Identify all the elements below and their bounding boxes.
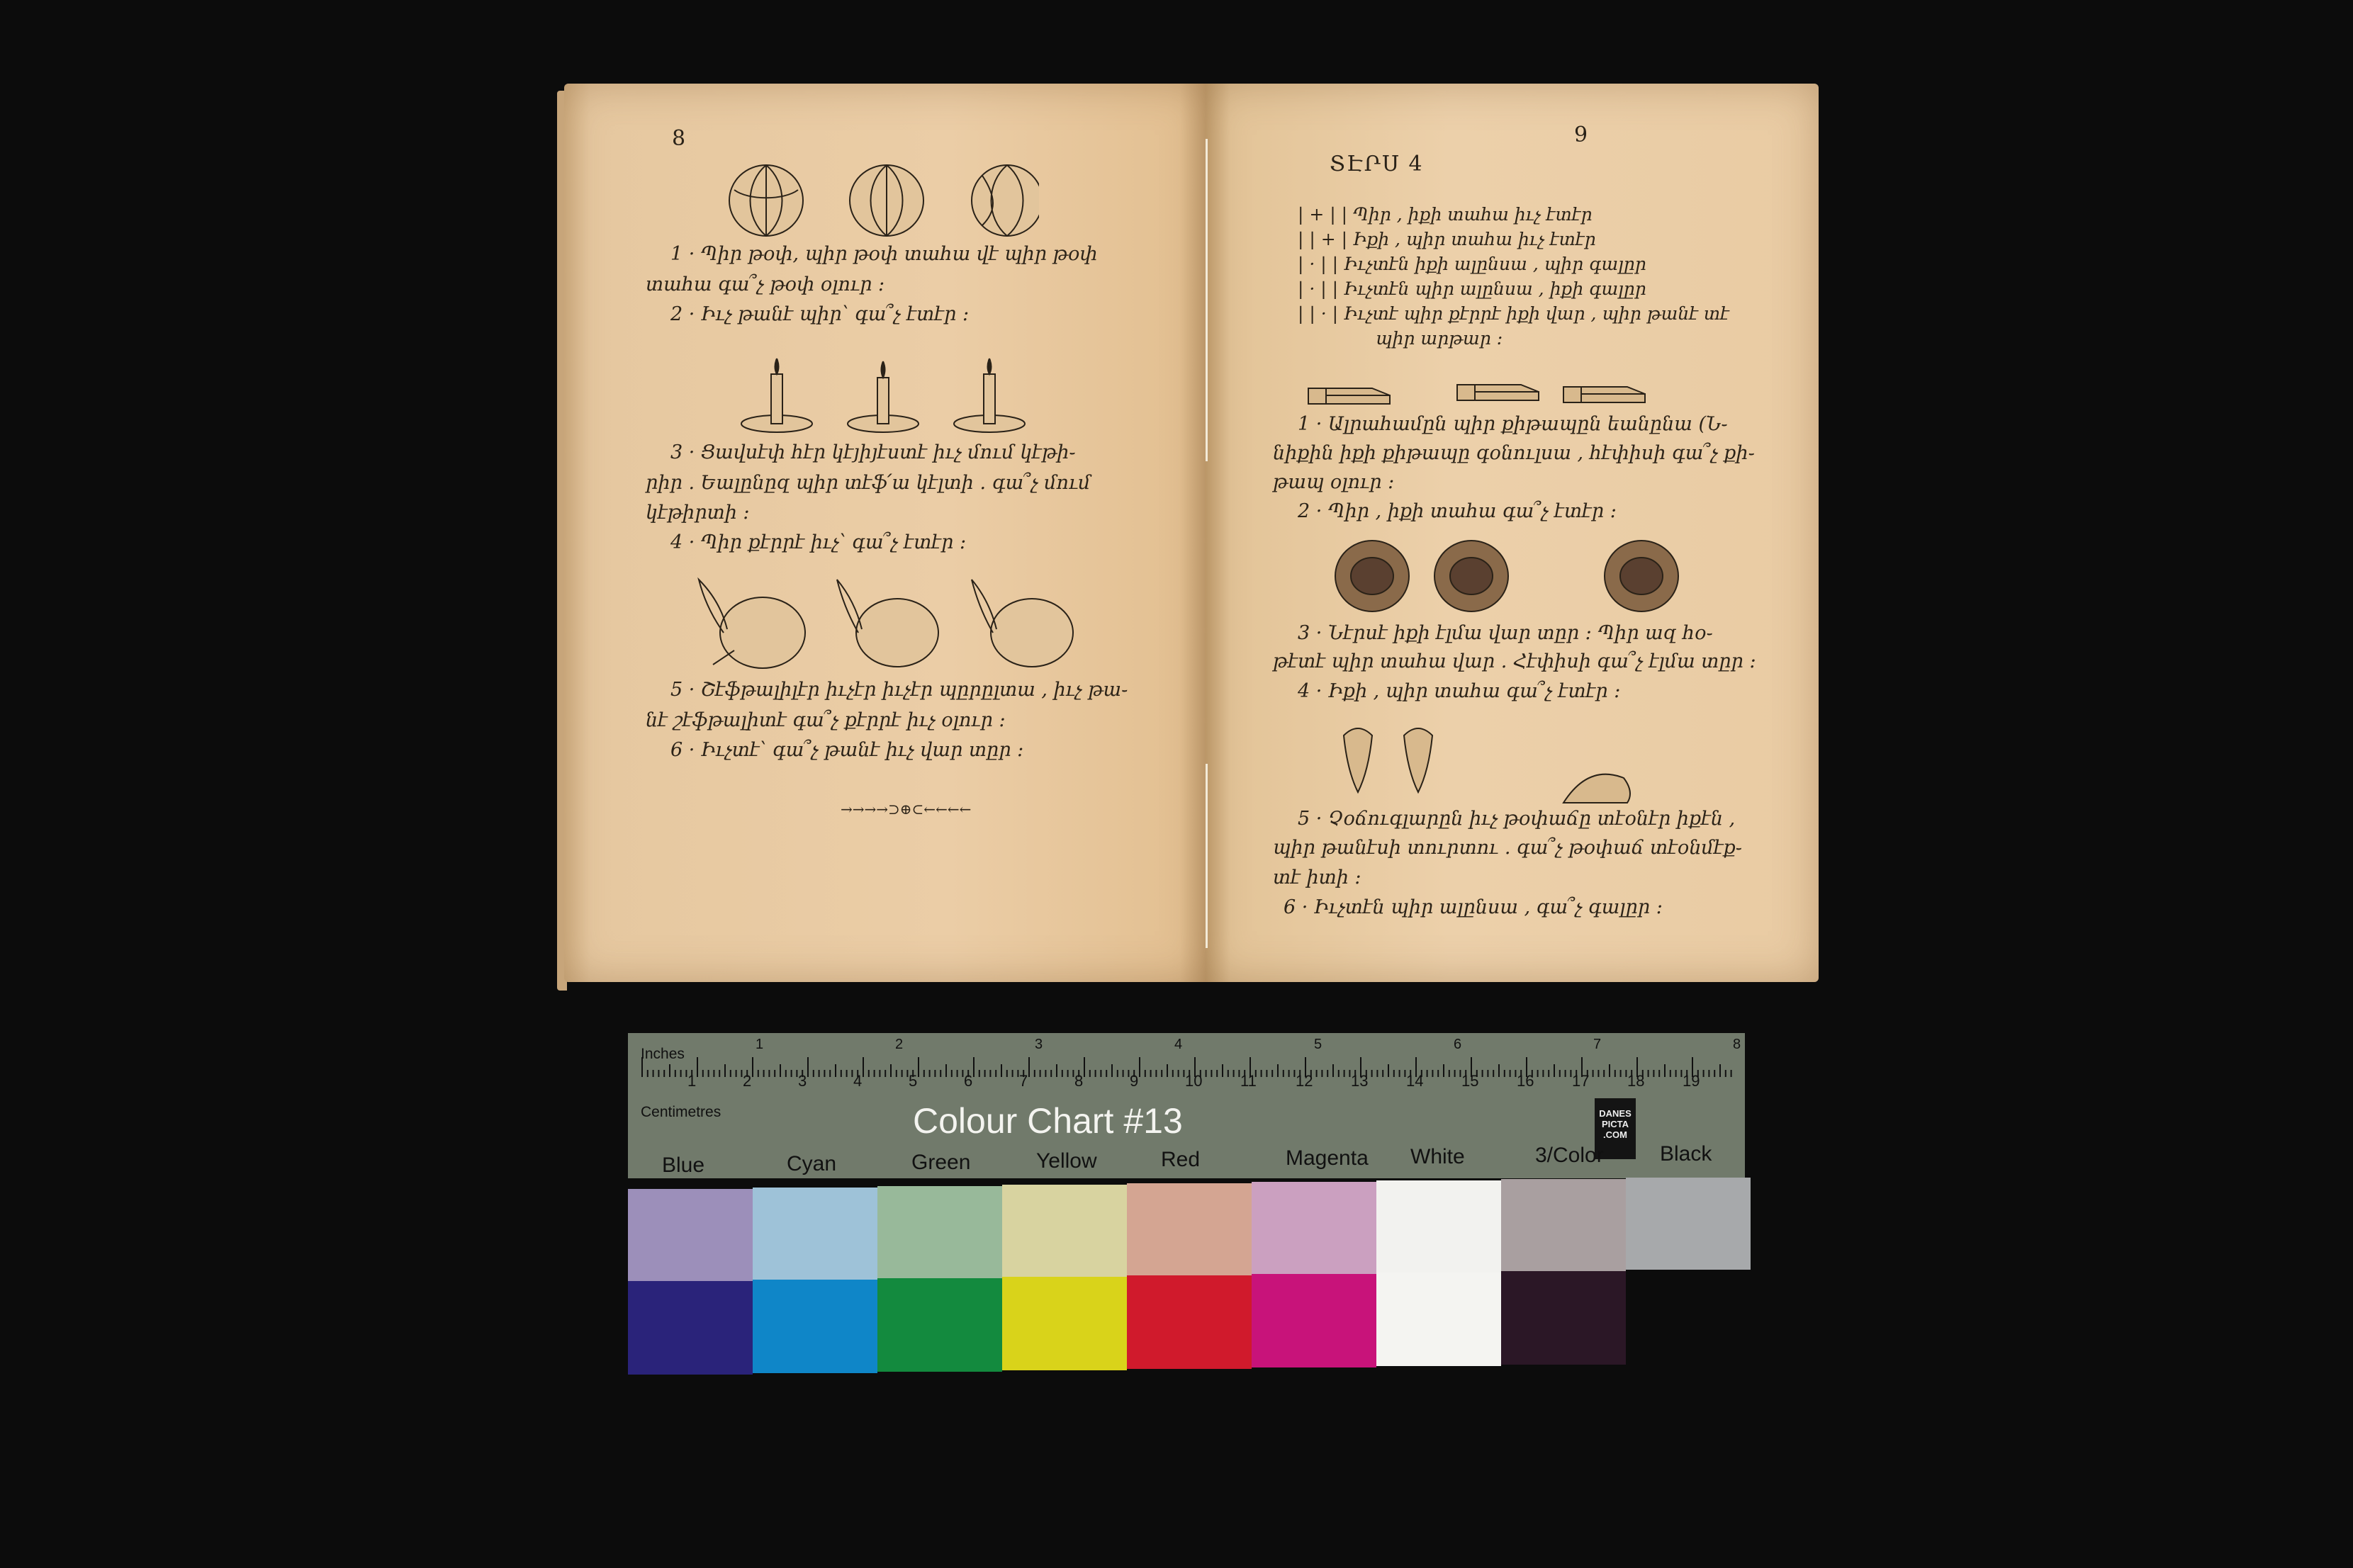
- binding-thread: [1206, 139, 1208, 461]
- inches-label: Inches: [641, 1046, 685, 1062]
- spinning-top-icon: [1404, 728, 1432, 792]
- swatch-label: Red: [1161, 1148, 1201, 1171]
- swatch-dark: [1376, 1273, 1501, 1366]
- cm-number: 11: [1240, 1072, 1257, 1090]
- candle-icon: [848, 361, 919, 432]
- text-line: 5 · Չօճուգլարըն իւչ թօփաճը տէօնէր իքէն ,: [1298, 808, 1736, 830]
- text-line: թապ օլուր ։: [1273, 471, 1395, 493]
- text-line: 1 · Պիր թօփ, պիր թօփ տահա վէ պիր թօփ: [670, 243, 1098, 265]
- text-line: 4 · Պիր քէրրէ իւչ՝ գա՞չ էտէր ։: [670, 531, 967, 553]
- candle-icon: [954, 359, 1025, 432]
- swatch-dark: [1252, 1274, 1376, 1367]
- swatch-label: Magenta: [1286, 1146, 1369, 1170]
- cm-number: 7: [1019, 1072, 1028, 1090]
- text-line: տէ իտի ։: [1273, 867, 1361, 889]
- table-line: պիր արթար ։: [1376, 328, 1503, 349]
- swatch-light: [1376, 1180, 1501, 1273]
- ball-icon: [972, 165, 1039, 236]
- table-line: | | · | Իւչտէ պիր քէրրէ իքի վար , պիր թանէ տէ: [1298, 303, 1729, 324]
- open-book: [564, 84, 1819, 992]
- text-line: 6 · Իւչտէ՝ գա՞չ թանէ իւչ վար տըր ։: [670, 739, 1024, 761]
- text-line: կէթիրտի ։: [646, 502, 750, 524]
- text-line: րիր . Եալընըզ պիր տէֆ՛ա կէլտի ․ գա՞չ մում: [646, 472, 1091, 494]
- text-line: 5 · Շէֆթալիլէր իւչէր իւչէր պըրըլտա , իւչ թա֊: [670, 679, 1128, 701]
- text-line: թէտէ պիր տահա վար . Հէփիսի գա՞չ էլմա տըր ։: [1273, 650, 1756, 672]
- cm-number: 6: [964, 1072, 973, 1090]
- colour-chart-title: Colour Chart #13: [913, 1101, 1183, 1141]
- apple-icon: [1605, 541, 1678, 611]
- ball-icon: [729, 165, 803, 236]
- cm-number: 18: [1627, 1072, 1645, 1090]
- cm-number: 16: [1517, 1072, 1534, 1090]
- ball-icon: [850, 165, 923, 236]
- apple-icon: [1335, 541, 1409, 611]
- candles-illustration: [734, 353, 1046, 438]
- left-page: [564, 84, 1206, 982]
- danes-picta-logo: DANES PICTA .COM: [1595, 1098, 1636, 1159]
- swatch-light: [628, 1189, 753, 1281]
- swatch-light: [1501, 1179, 1626, 1271]
- centimetres-label: Centimetres: [641, 1104, 721, 1120]
- inch-number: 1: [756, 1037, 764, 1052]
- text-line: 2 · Իւչ թանէ պիր՝ գա՞չ էտէր ։: [670, 303, 970, 325]
- text-line: պիր թանէսի տուրտու . գա՞չ թօփաճ տէօնմէք֊: [1273, 837, 1742, 859]
- colour-chart: [628, 1033, 1745, 1375]
- table-line: | | + | Իքի , պիր տահա իւչ էտէր: [1298, 229, 1596, 249]
- swatch-dark: [753, 1280, 877, 1373]
- spinning-top-icon: [1344, 728, 1372, 792]
- balls-illustration: [727, 162, 1039, 247]
- candle-icon: [741, 359, 812, 432]
- lesson-heading: ՏԷՐՍ 4: [1330, 152, 1424, 176]
- swatch-light: [753, 1188, 877, 1280]
- binding-thread: [1206, 764, 1208, 948]
- inch-number: 5: [1314, 1037, 1322, 1052]
- swatch-dark: [1626, 1270, 1751, 1363]
- cm-number: 14: [1406, 1072, 1424, 1090]
- peaches-illustration: [685, 565, 1110, 679]
- ornament-divider: →→→→⊃⊕⊂←←←←: [841, 801, 972, 818]
- inch-number: 7: [1593, 1037, 1602, 1052]
- cm-number: 13: [1351, 1072, 1369, 1090]
- text-line: նիքին իքի քիթապը գօնուլսա , հէփիսի գա՞չ քի֊: [1273, 442, 1755, 464]
- text-line: 1 · Ալրահամըն պիր քիթապըն եանընա (Ն֊: [1298, 413, 1728, 435]
- swatch-dark: [1002, 1277, 1127, 1370]
- peach-icon: [699, 580, 805, 668]
- swatch-dark: [1127, 1275, 1252, 1369]
- cm-number: 4: [853, 1072, 863, 1090]
- swatch-light: [1252, 1182, 1376, 1274]
- book-icon: [1308, 388, 1390, 404]
- apple-icon: [1434, 541, 1508, 611]
- swatch-label: Green: [911, 1151, 971, 1174]
- swatch-light: [1626, 1178, 1751, 1270]
- text-line: նէ շէֆթալիտէ գա՞չ քէրրէ իւչ օլուր ։: [646, 709, 1006, 731]
- text-line: 3 · Նէրսէ իքի էլմա վար տըր ։ Պիր ազ հօ֊: [1298, 622, 1713, 644]
- cm-number: 2: [743, 1072, 752, 1090]
- table-line: | + | | Պիր , իքի տահա իւչ էտէր: [1298, 204, 1593, 225]
- cm-number: 15: [1461, 1072, 1479, 1090]
- text-line: 2 · Պիր , իքի տահա գա՞չ էտէր ։: [1298, 500, 1617, 522]
- spinning-top-icon: [1563, 774, 1630, 803]
- book-icon: [1563, 387, 1645, 402]
- left-page-number: 8: [672, 126, 686, 151]
- swatch-dark: [1501, 1271, 1626, 1365]
- inch-number: 2: [895, 1037, 904, 1052]
- swatch-label: Blue: [662, 1154, 705, 1177]
- spinning-tops-illustration: [1333, 721, 1702, 820]
- table-line: | · | | Իւչտէն իքի ալընսա , պիր գալըր: [1298, 254, 1646, 274]
- inch-number: 8: [1733, 1037, 1741, 1052]
- cm-number: 19: [1683, 1072, 1700, 1090]
- books-illustration: [1305, 374, 1673, 410]
- swatch-label: Yellow: [1036, 1149, 1097, 1173]
- swatch-label: White: [1410, 1145, 1465, 1168]
- text-line: 6 · Իւչտէն պիր ալընսա , գա՞չ գալըր ։: [1284, 896, 1663, 918]
- table-line: | · | | Իւչտէն պիր ալընսա , իքի գալըր: [1298, 278, 1646, 299]
- swatch-label: Black: [1660, 1142, 1712, 1166]
- swatch-label: Cyan: [787, 1152, 837, 1175]
- swatch-light: [877, 1186, 1002, 1278]
- right-page-number: 9: [1574, 123, 1588, 147]
- inch-number: 4: [1174, 1037, 1183, 1052]
- cm-number: 9: [1130, 1072, 1139, 1090]
- text-line: 3 · Ցավսէփ հէր կէյիյէստէ իւչ մում կէթի֊: [670, 441, 1076, 463]
- cm-number: 17: [1572, 1072, 1590, 1090]
- swatch-dark: [877, 1278, 1002, 1372]
- swatch-label: 3/Color: [1535, 1144, 1604, 1167]
- cm-number: 8: [1074, 1072, 1084, 1090]
- swatch-light: [1002, 1185, 1127, 1277]
- apples-illustration: [1333, 537, 1702, 622]
- book-icon: [1457, 385, 1539, 400]
- text-line: 4 · Իքի , պիր տահա գա՞չ էտէր ։: [1298, 680, 1621, 702]
- text-line: տահա գա՞չ թօփ օլուր ։: [646, 273, 885, 295]
- right-page: [1206, 84, 1819, 982]
- swatch-dark: [628, 1281, 753, 1375]
- peach-icon: [972, 580, 1073, 667]
- cm-number: 5: [909, 1072, 918, 1090]
- inch-number: 6: [1454, 1037, 1462, 1052]
- cm-number: 1: [687, 1072, 697, 1090]
- inch-number: 3: [1035, 1037, 1043, 1052]
- cm-number: 10: [1185, 1072, 1203, 1090]
- peach-icon: [837, 580, 938, 667]
- swatch-light: [1127, 1183, 1252, 1275]
- cm-number: 12: [1296, 1072, 1313, 1090]
- cm-number: 3: [798, 1072, 807, 1090]
